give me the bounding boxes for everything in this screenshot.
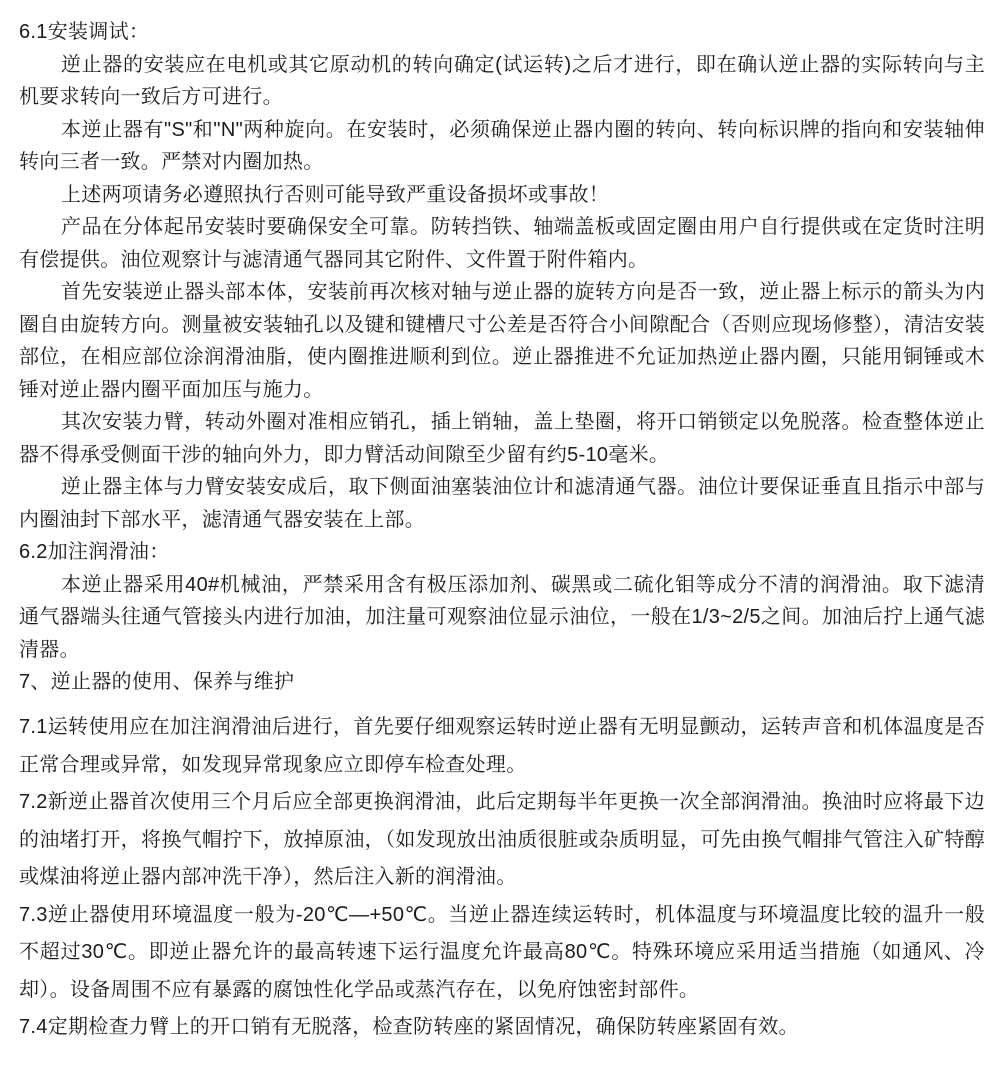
section-6-1-paragraph-7: 逆止器主体与力臂安装安成后，取下侧面油塞装油位计和滤清通气器。油位计要保证垂直且指示中部与内圈油封下部水平，滤清通气器安装在上部。 bbox=[19, 476, 985, 531]
section-6-1-paragraph-5: 首先安装逆止器头部本体，安装前再次核对轴与逆止器的旋转方向是否一致，逆止器上标示的箭头为内圈自由旋转方向。测量被安装轴孔以及键和键槽尺寸公差是否符合小间隙配合（否则应现场修整），清洁安装部位，在相应部位涂润滑油脂，使内圈推进顺利到位。逆止器推进不允证加热逆止器内圈，只能用铜锤或木锤对逆止器内圈平面加压与施力。 bbox=[19, 281, 985, 401]
section-7-body bbox=[19, 709, 985, 1047]
section-7-heading: 7、逆止器的使用、保养与维护 bbox=[19, 671, 295, 693]
section-6-2-heading: 6.2加注润滑油： bbox=[19, 541, 170, 563]
section-7-usage-maintenance bbox=[19, 666, 985, 1047]
section-7-paragraph-3: 7.3逆止器使用环境温度一般为-20℃—+50℃。当逆止器连续运转时，机体温度与环境温度比较的温升一般不超过30℃。即逆止器允许的最高转速下运行温度允许最高80℃。特殊环境应采用适当措施（如通风、冷却）。设备周围不应有暴露的腐蚀性化学品或蒸汽存在，以免府蚀密封部件。 bbox=[19, 903, 985, 1001]
section-7-paragraph-1: 7.1运转使用应在加注润滑油后进行，首先要仔细观察运转时逆止器有无明显颤动，运转声音和机体温度是否正常合理或异常，如发现异常现象应立即停车检查处理。 bbox=[19, 716, 985, 776]
section-6-2-paragraph-1: 本逆止器采用40#机械油，严禁采用含有极压添加剂、碳黑或二硫化钼等成分不清的润滑油。取下滤清通气器端头往通气管接头内进行加油，加注量可观察油位显示油位，一般在1/3~2/5之间。加油后拧上通气滤清器。 bbox=[19, 573, 985, 661]
section-6-1-paragraph-3: 上述两项请务必遵照执行否则可能导致严重设备损坏或事故！ bbox=[61, 183, 610, 206]
section-6-1-paragraph-2: 本逆止器有"S"和"N"两种旋向。在安装时，必须确保逆止器内圈的转向、转向标识牌的指向和安装轴伸转向三者一致。严禁对内圈加热。 bbox=[19, 118, 985, 173]
section-7-paragraph-4: 7.4定期检查力臂上的开口销有无脱落，检查防转座的紧固情况，确保防转座紧固有效。 bbox=[19, 1016, 799, 1038]
section-6-1-paragraph-6: 其次安装力臂，转动外圈对准相应销孔，插上销轴，盖上垫圈，将开口销锁定以免脱落。检查整体逆止器不得承受侧面干涉的轴向外力，即力臂活动间隙至少留有约5-10毫米。 bbox=[19, 411, 985, 466]
section-7-paragraph-2: 7.2新逆止器首次使用三个月后应全部更换润滑油，此后定期每半年更换一次全部润滑油。换油时应将最下边的油堵打开，将换气帽拧下，放掉原油，（如发现放出油质很脏或杂质明显，可先由换气帽排气管注入矿特醇或煤油将逆止器内部冲洗干净），然后注入新的润滑油。 bbox=[19, 791, 985, 888]
section-6-1-paragraph-4: 产品在分体起吊安装时要确保安全可靠。防转挡铁、轴端盖板或固定圈由用户自行提供或在定货时注明有偿提供。油位观察计与滤清通气器同其它附件、文件置于附件箱内。 bbox=[19, 216, 985, 271]
section-6-installation bbox=[19, 16, 985, 666]
section-6-1-heading: 6.1安装调试： bbox=[19, 21, 150, 43]
section-6-1-paragraph-1: 逆止器的安装应在电机或其它原动机的转向确定(试运转)之后才进行，即在确认逆止器的实际转向与主机要求转向一致后方可进行。 bbox=[19, 53, 985, 108]
